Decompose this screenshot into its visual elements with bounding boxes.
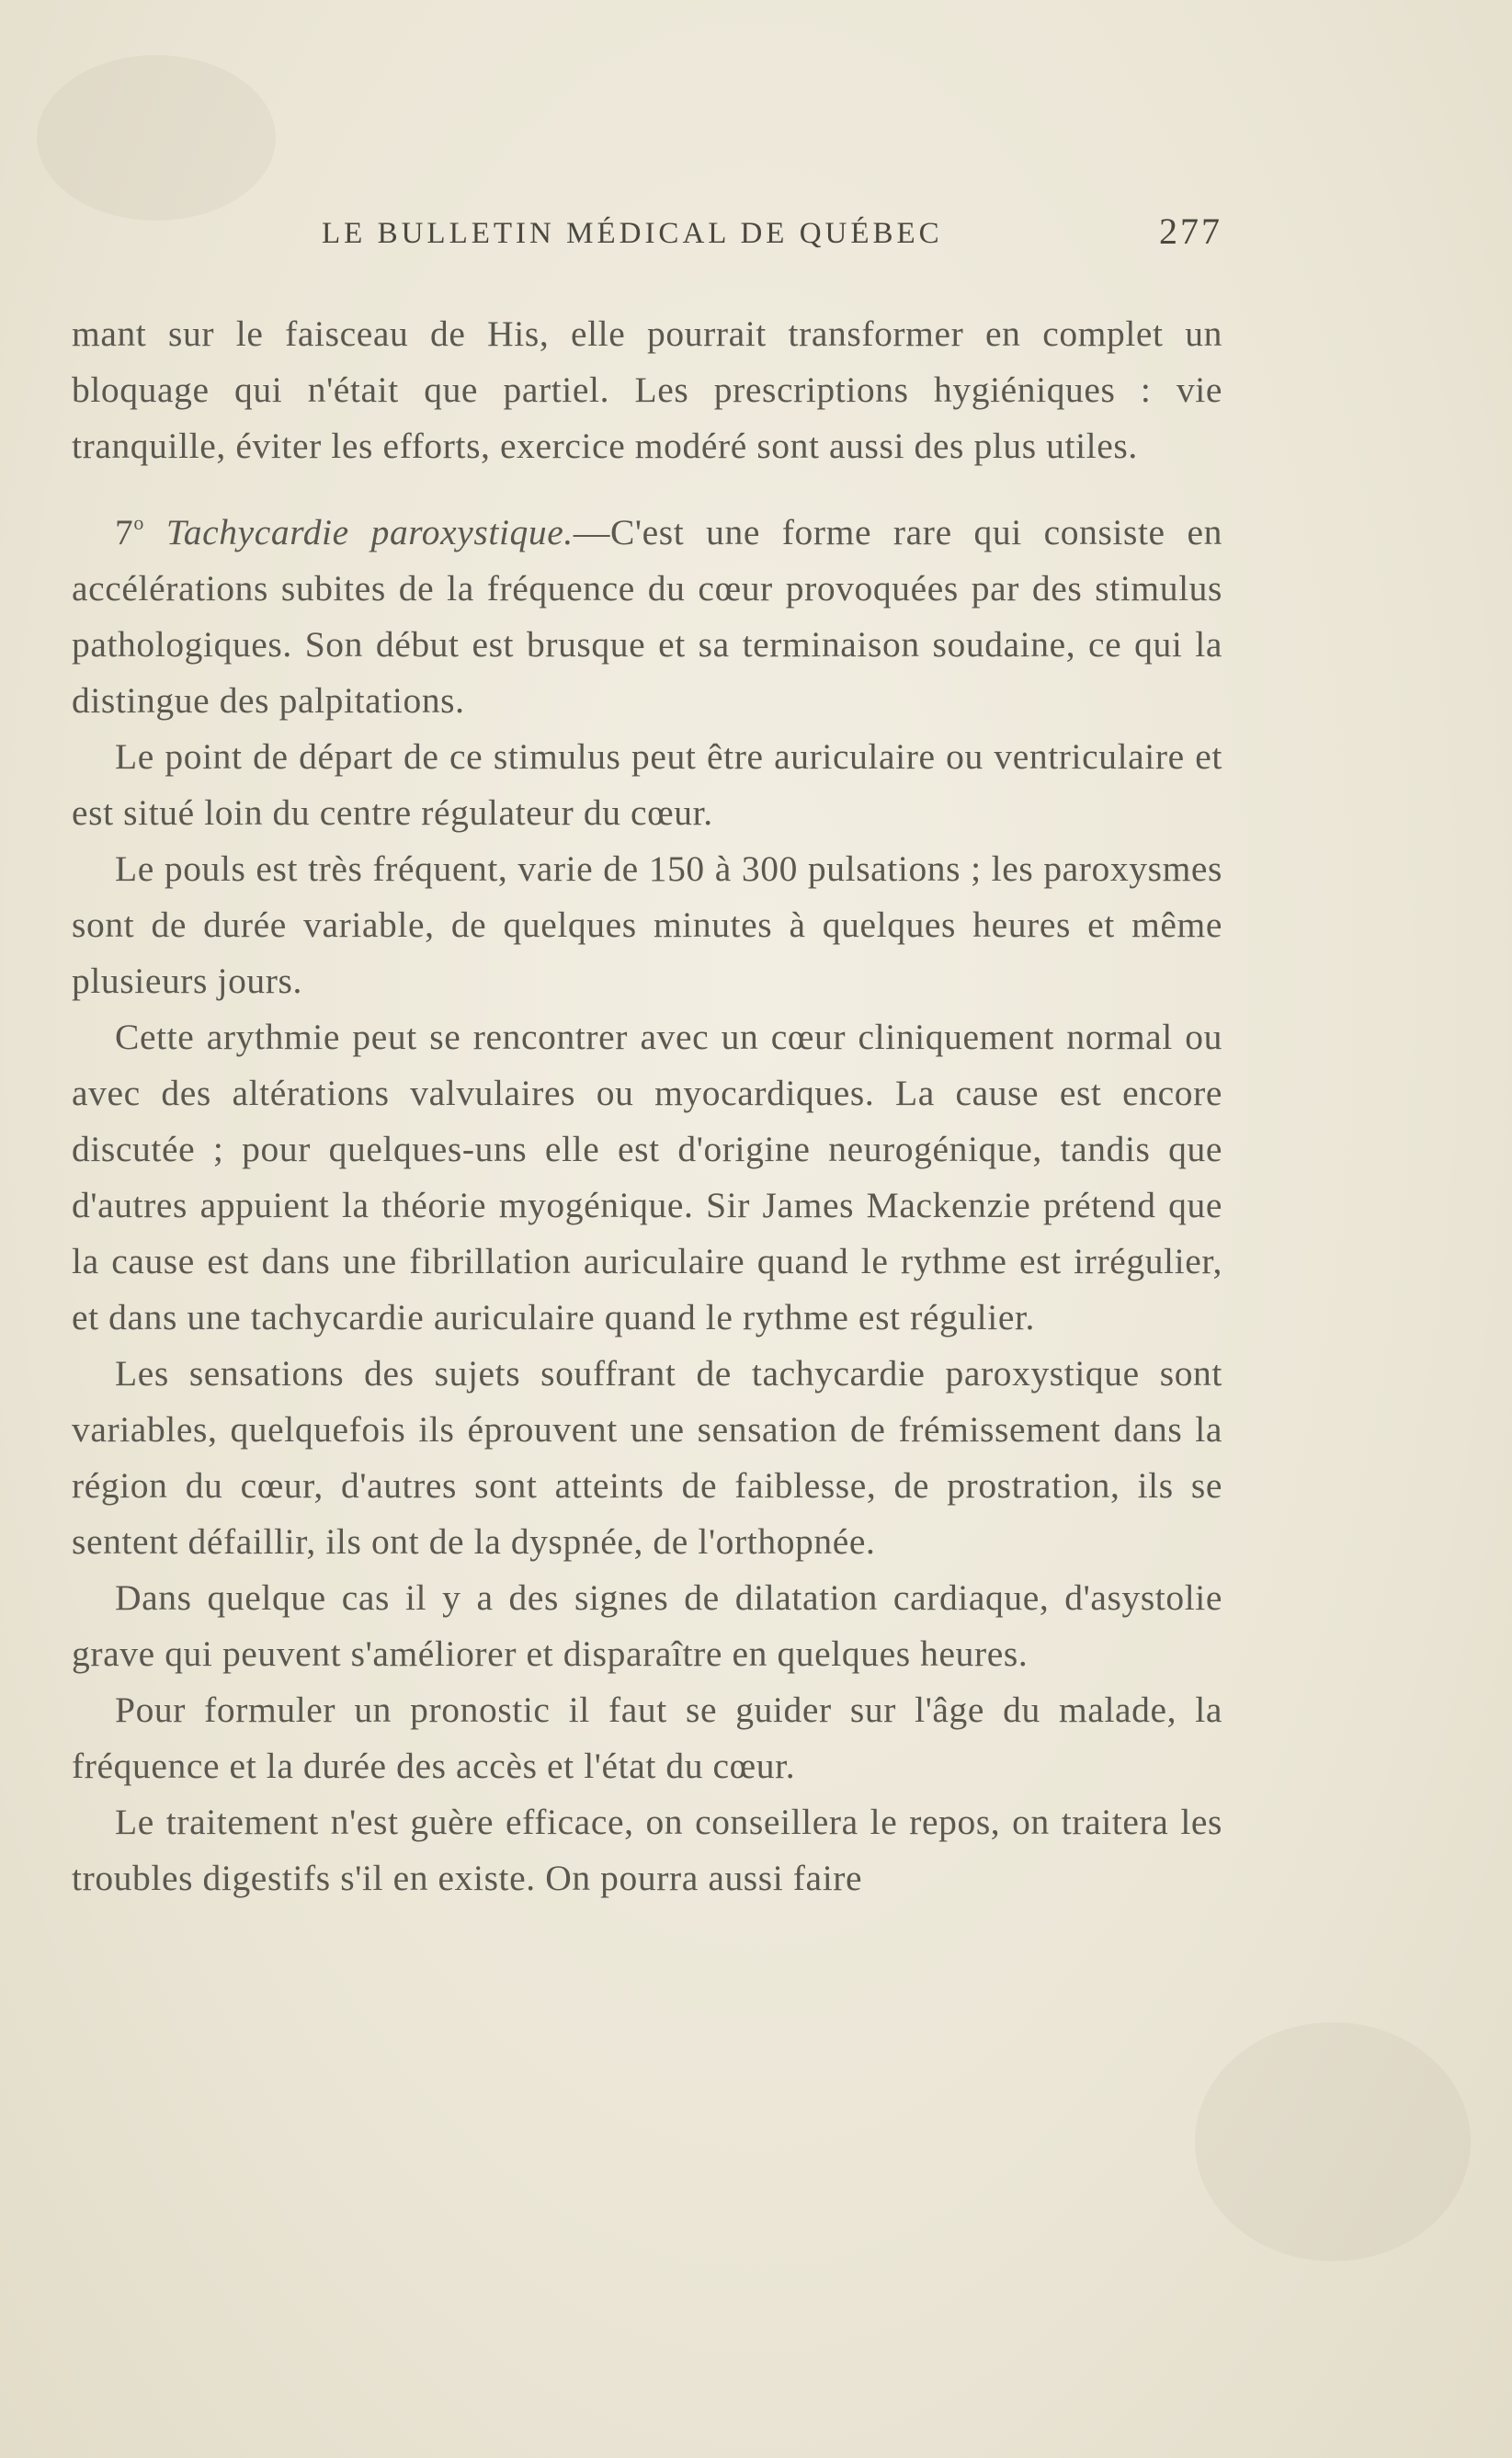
paragraph: Les sensations des sujets souffrant de tachycardie paroxystique sont variables, quelquefois ils éprouvent une sensation de frémissement dans la région du cœur, d'autres sont atteints de faiblesse, de prostration, ils se sentent défaillir, ils ont de la dyspnée, de l'orthopnée. — [72, 1353, 1222, 1562]
paragraph: Le traitement n'est guère efficace, on conseillera le repos, on traitera les troubles digestifs s'il en existe. On pourra aussi faire — [72, 1802, 1222, 1898]
section-number-superscript: o — [133, 511, 144, 534]
body-text — [72, 306, 1222, 1906]
paragraph: Cette arythmie peut se rencontrer avec un cœur cliniquement normal ou avec des altérations valvulaires ou myocardiques. La cause est encore discutée ; pour quelques-uns elle est d'origine neurogénique, tandis que d'autres appuient la théorie myogénique. Sir James Mackenzie prétend que la cause est dans une fibrillation auriculaire quand le rythme est irrégulier, et dans une tachycardie auriculaire quand le rythme est régulier. — [72, 1017, 1222, 1337]
paper-stain — [37, 55, 276, 221]
section-number: 7 — [115, 512, 134, 552]
paragraph: Dans quelque cas il y a des signes de dilatation cardiaque, d'asystolie grave qui peuvent s'améliorer et disparaître en quelques heures. — [72, 1577, 1222, 1674]
paragraph: Le point de départ de ce stimulus peut être auriculaire ou ventriculaire et est situé loin du centre régulateur du cœur. — [72, 736, 1222, 833]
paragraph: Pour formuler un pronostic il faut se guider sur l'âge du malade, la fréquence et la durée des accès et l'état du cœur. — [72, 1690, 1222, 1786]
running-head: LE BULLETIN MÉDICAL DE QUÉBEC — [322, 217, 943, 250]
section-paragraph — [72, 505, 1222, 729]
section-text: C'est une forme rare qui consiste en accélérations subites de la fréquence du cœur provoquées par des stimulus pathologiques. Son début est brusque et sa terminaison soudaine, ce qui la distingue des palpitations. — [72, 512, 1222, 721]
paragraph: Le pouls est très fréquent, varie de 150 à 300 pulsations ; les paroxysmes sont de durée variable, de quelques minutes à quelques heures et même plusieurs jours. — [72, 848, 1222, 1001]
paragraph: mant sur le faisceau de His, elle pourrait transformer en complet un bloquage qui n'était que partiel. Les prescriptions hygiéniques : vie tranquille, éviter les efforts, exercice modéré sont aussi des plus utiles. — [72, 313, 1222, 466]
section-dash: — — [573, 512, 610, 552]
section-title: Tachycardie paroxystique. — [165, 512, 574, 552]
page-number: 277 — [1159, 211, 1222, 252]
page-header — [74, 210, 1222, 265]
paper-stain — [1195, 2022, 1471, 2261]
